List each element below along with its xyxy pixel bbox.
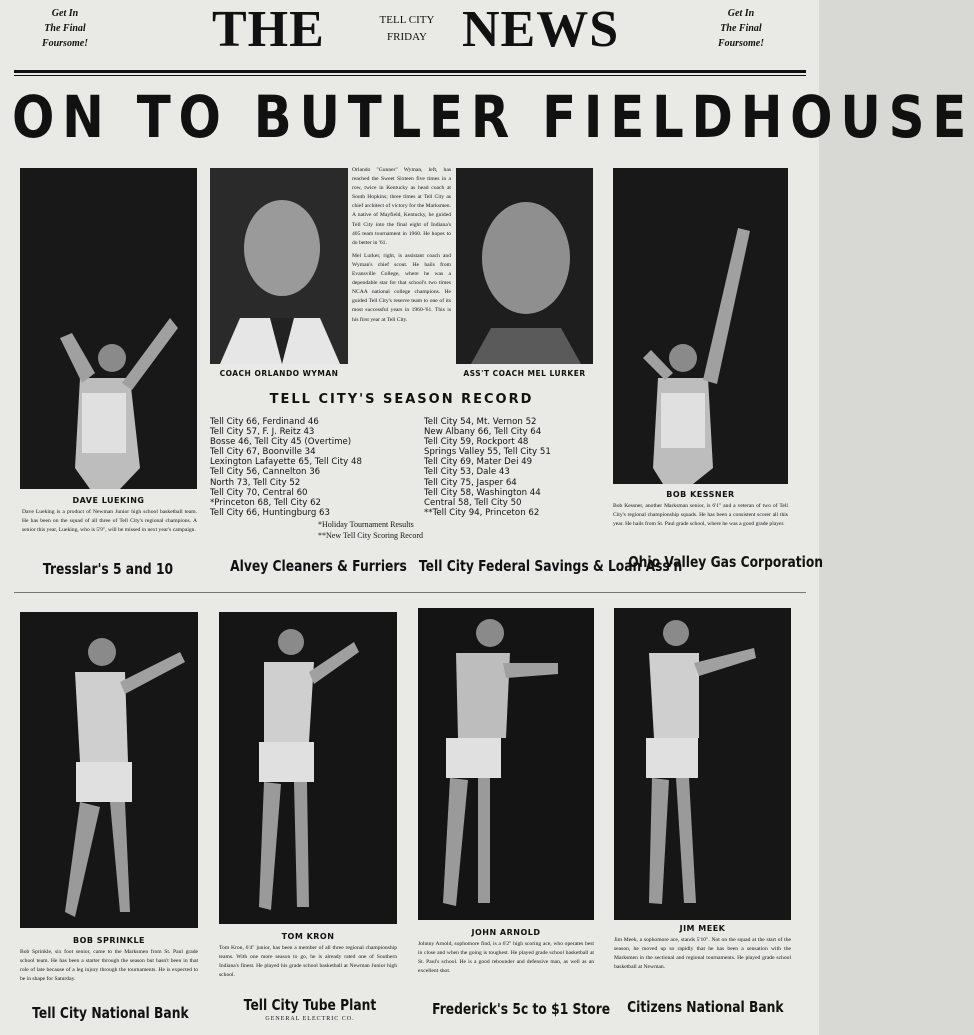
sponsor-fredericks: Frederick's 5c to $1 Store: [432, 1000, 611, 1018]
ear-line: Get In: [51, 8, 79, 19]
photo-bob-sprinkle: [20, 612, 198, 928]
player-silhouette: [219, 612, 397, 924]
player-name-dave-lueking: DAVE LUEKING: [72, 496, 145, 505]
caption-coach-wyman: COACH ORLANDO WYMAN: [219, 369, 339, 378]
score-line: North 73, Tell City 52: [210, 477, 301, 488]
player-name-bob-sprinkle: BOB SPRINKLE: [73, 936, 145, 945]
coach-bios: [352, 166, 451, 366]
score-line: Tell City 53, Dale 43: [424, 467, 510, 478]
player-silhouette: [613, 168, 788, 484]
score-line: Bosse 46, Tell City 45 (Overtime): [210, 437, 352, 448]
score-line: Tell City 58, Washington 44: [424, 487, 541, 498]
score-line: **Tell City 94, Princeton 62: [424, 507, 540, 518]
ear-line: Foursome!: [41, 38, 89, 49]
score-line: Tell City 54, Mt. Vernon 52: [424, 417, 537, 427]
footnote: **New Tell City Scoring Record: [318, 531, 424, 540]
ear-line: Foursome!: [717, 38, 765, 49]
player-name-bob-kessner: BOB KESSNER: [666, 490, 735, 499]
player-silhouette: [20, 612, 198, 928]
season-record-right: [424, 417, 604, 518]
sponsor-alvey-cleaners: Alvey Cleaners & Furriers: [230, 557, 407, 575]
coach-portrait: [210, 168, 348, 364]
score-line: Tell City 75, Jasper 64: [424, 477, 517, 488]
score-line: Central 58, Tell City 50: [424, 497, 522, 508]
coach-bio-wyman: Orlando "Gunner" Wyman, left, has reached the Sweet Sixteen five times in a row, twice in Kentucky as head coach at South Hopkins; three times at Tell City as chief architect of victory for the Marksmen. A native of Mayfield, Kentucky, he guided Tell City into the final eight of Indiana's 405 team tournament in 1960. He hopes to do better in '61.: [352, 167, 451, 246]
coach-bio-lurker: Mel Lurker, right, is assistant coach and Wyman's chief scout. He hails from Evansville College, where he was a dependable star for that school's two times NCAA national college champions. He guided Tell City's reserve team to one of its most successful years in 1960-'61. This is his first year at Tell City.: [352, 252, 451, 323]
masthead-title-left: THE: [212, 1, 325, 58]
sponsor-citizens-national: Citizens National Bank: [627, 998, 784, 1016]
score-line: Springs Valley 55, Tell City 51: [424, 447, 551, 458]
masthead-title-right: NEWS: [462, 1, 620, 58]
ear-line: Get In: [727, 8, 755, 19]
photo-jim-meek: [614, 608, 791, 920]
masthead-rule: [14, 70, 806, 73]
dateline-day: FRIDAY: [387, 31, 427, 43]
season-record-title: TELL CITY'S SEASON RECORD: [269, 392, 534, 407]
sponsor-tresslars: Tresslar's 5 and 10: [42, 560, 174, 578]
photo-dave-lueking: [20, 168, 197, 489]
left-ear: [20, 6, 110, 51]
sponsor-tell-city-federal: Tell City Federal Savings & Loan Ass'n: [418, 557, 683, 575]
record-footnotes: [318, 519, 423, 541]
headline: ON TO BUTLER FIELDHOUSE: [12, 83, 974, 151]
caption-coach-lurker: ASS'T COACH MEL LURKER: [463, 369, 586, 378]
score-line: *Princeton 68, Tell City 62: [210, 497, 322, 508]
footnote: *Holiday Tournament Results: [318, 520, 414, 529]
section-divider: [14, 592, 806, 593]
sponsor-ge-subline: GENERAL ELECTRIC CO.: [265, 1016, 355, 1022]
coach-portrait: [456, 168, 593, 364]
score-line: Tell City 66, Huntingburg 63: [210, 507, 330, 518]
score-line: Tell City 69, Mater Dei 49: [424, 457, 533, 468]
score-line: Tell City 67, Boonville 34: [210, 447, 316, 458]
player-name-tom-kron: TOM KRON: [281, 932, 335, 941]
ear-line: The Final: [720, 23, 762, 34]
sponsor-ohio-valley-gas: Ohio Valley Gas Corporation: [628, 553, 824, 571]
player-name-john-arnold: JOHN ARNOLD: [471, 928, 541, 937]
photo-coach-lurker: [456, 168, 593, 364]
photo-bob-kessner: [613, 168, 788, 484]
score-line: Lexington Lafayette 65, Tell City 48: [210, 457, 362, 468]
player-silhouette: [20, 168, 197, 489]
score-line: Tell City 56, Cannelton 36: [210, 467, 321, 478]
dateline-city: TELL CITY: [379, 14, 435, 26]
player-bio-bob-sprinkle: Bob Sprinkle, six foot senior, came to the Marksmen from St. Paul grade school team. He has been a starter through the season but hasn't been in that role of late because of a leg injury through the tournaments. He is expected to be in shape for Saturday.: [20, 949, 198, 982]
score-line: Tell City 66, Ferdinand 46: [210, 417, 319, 427]
sponsor-tell-city-national: Tell City National Bank: [32, 1004, 189, 1022]
score-line: Tell City 57, F. J. Reitz 43: [210, 427, 315, 438]
player-name-jim-meek: JIM MEEK: [679, 924, 726, 933]
score-line: New Albany 66, Tell City 64: [424, 427, 542, 438]
photo-coach-wyman: [210, 168, 348, 364]
right-ear: [696, 6, 786, 51]
player-silhouette: [418, 608, 594, 920]
player-silhouette: [614, 608, 791, 920]
masthead-rule-thin: [14, 75, 806, 76]
score-line: Tell City 59, Rockport 48: [424, 437, 529, 448]
player-bio-tom-kron: Tom Kron, 6'4" junior, has been a member of all three regional championship teams. With one more season to go, he is already rated one of Southern Indiana's finest. He played his grade school basketball at Newman Junior high school.: [219, 945, 397, 978]
sponsor-tell-city-tube: Tell City Tube Plant: [243, 996, 377, 1014]
photo-john-arnold: [418, 608, 594, 920]
dateline: [367, 12, 447, 46]
photo-tom-kron: [219, 612, 397, 924]
ear-line: The Final: [44, 23, 86, 34]
score-line: Tell City 70, Central 60: [210, 487, 308, 498]
player-bio-jim-meek: Jim Meek, a sophomore ace, stands 5'10". Not on the squad at the start of the season, he moved up so rapidly that he has been a sensation with the Marksmen in the sectional and regional tournaments. He played grade school basketball at Newman.: [614, 937, 791, 970]
player-bio-bob-kessner: Bob Kessner, another Marksman senior, is 6'1" and a veteran of two of Tell City's regional championship squads. He has been a consistent scorer all this year. He hails from St. Paul grade school, where he was a good grade player.: [613, 503, 788, 527]
player-bio-dave-lueking: Dave Lueking is a product of Newman Junior high school basketball team. He has been on the squad of all three of Tell City's regional champions. A senior this year, Lueking, who is 5'9", will be missed in next year's campaign.: [22, 509, 197, 533]
season-record-left: [210, 417, 410, 518]
player-bio-john-arnold: Johnny Arnold, sophomore find, is a 6'2" high scoring ace, who operates best in close and when the going is toughest. He played grade school basketball at St. Paul's school. He is a good rebounder and defensive man, as well as an excellent shot.: [418, 941, 594, 974]
